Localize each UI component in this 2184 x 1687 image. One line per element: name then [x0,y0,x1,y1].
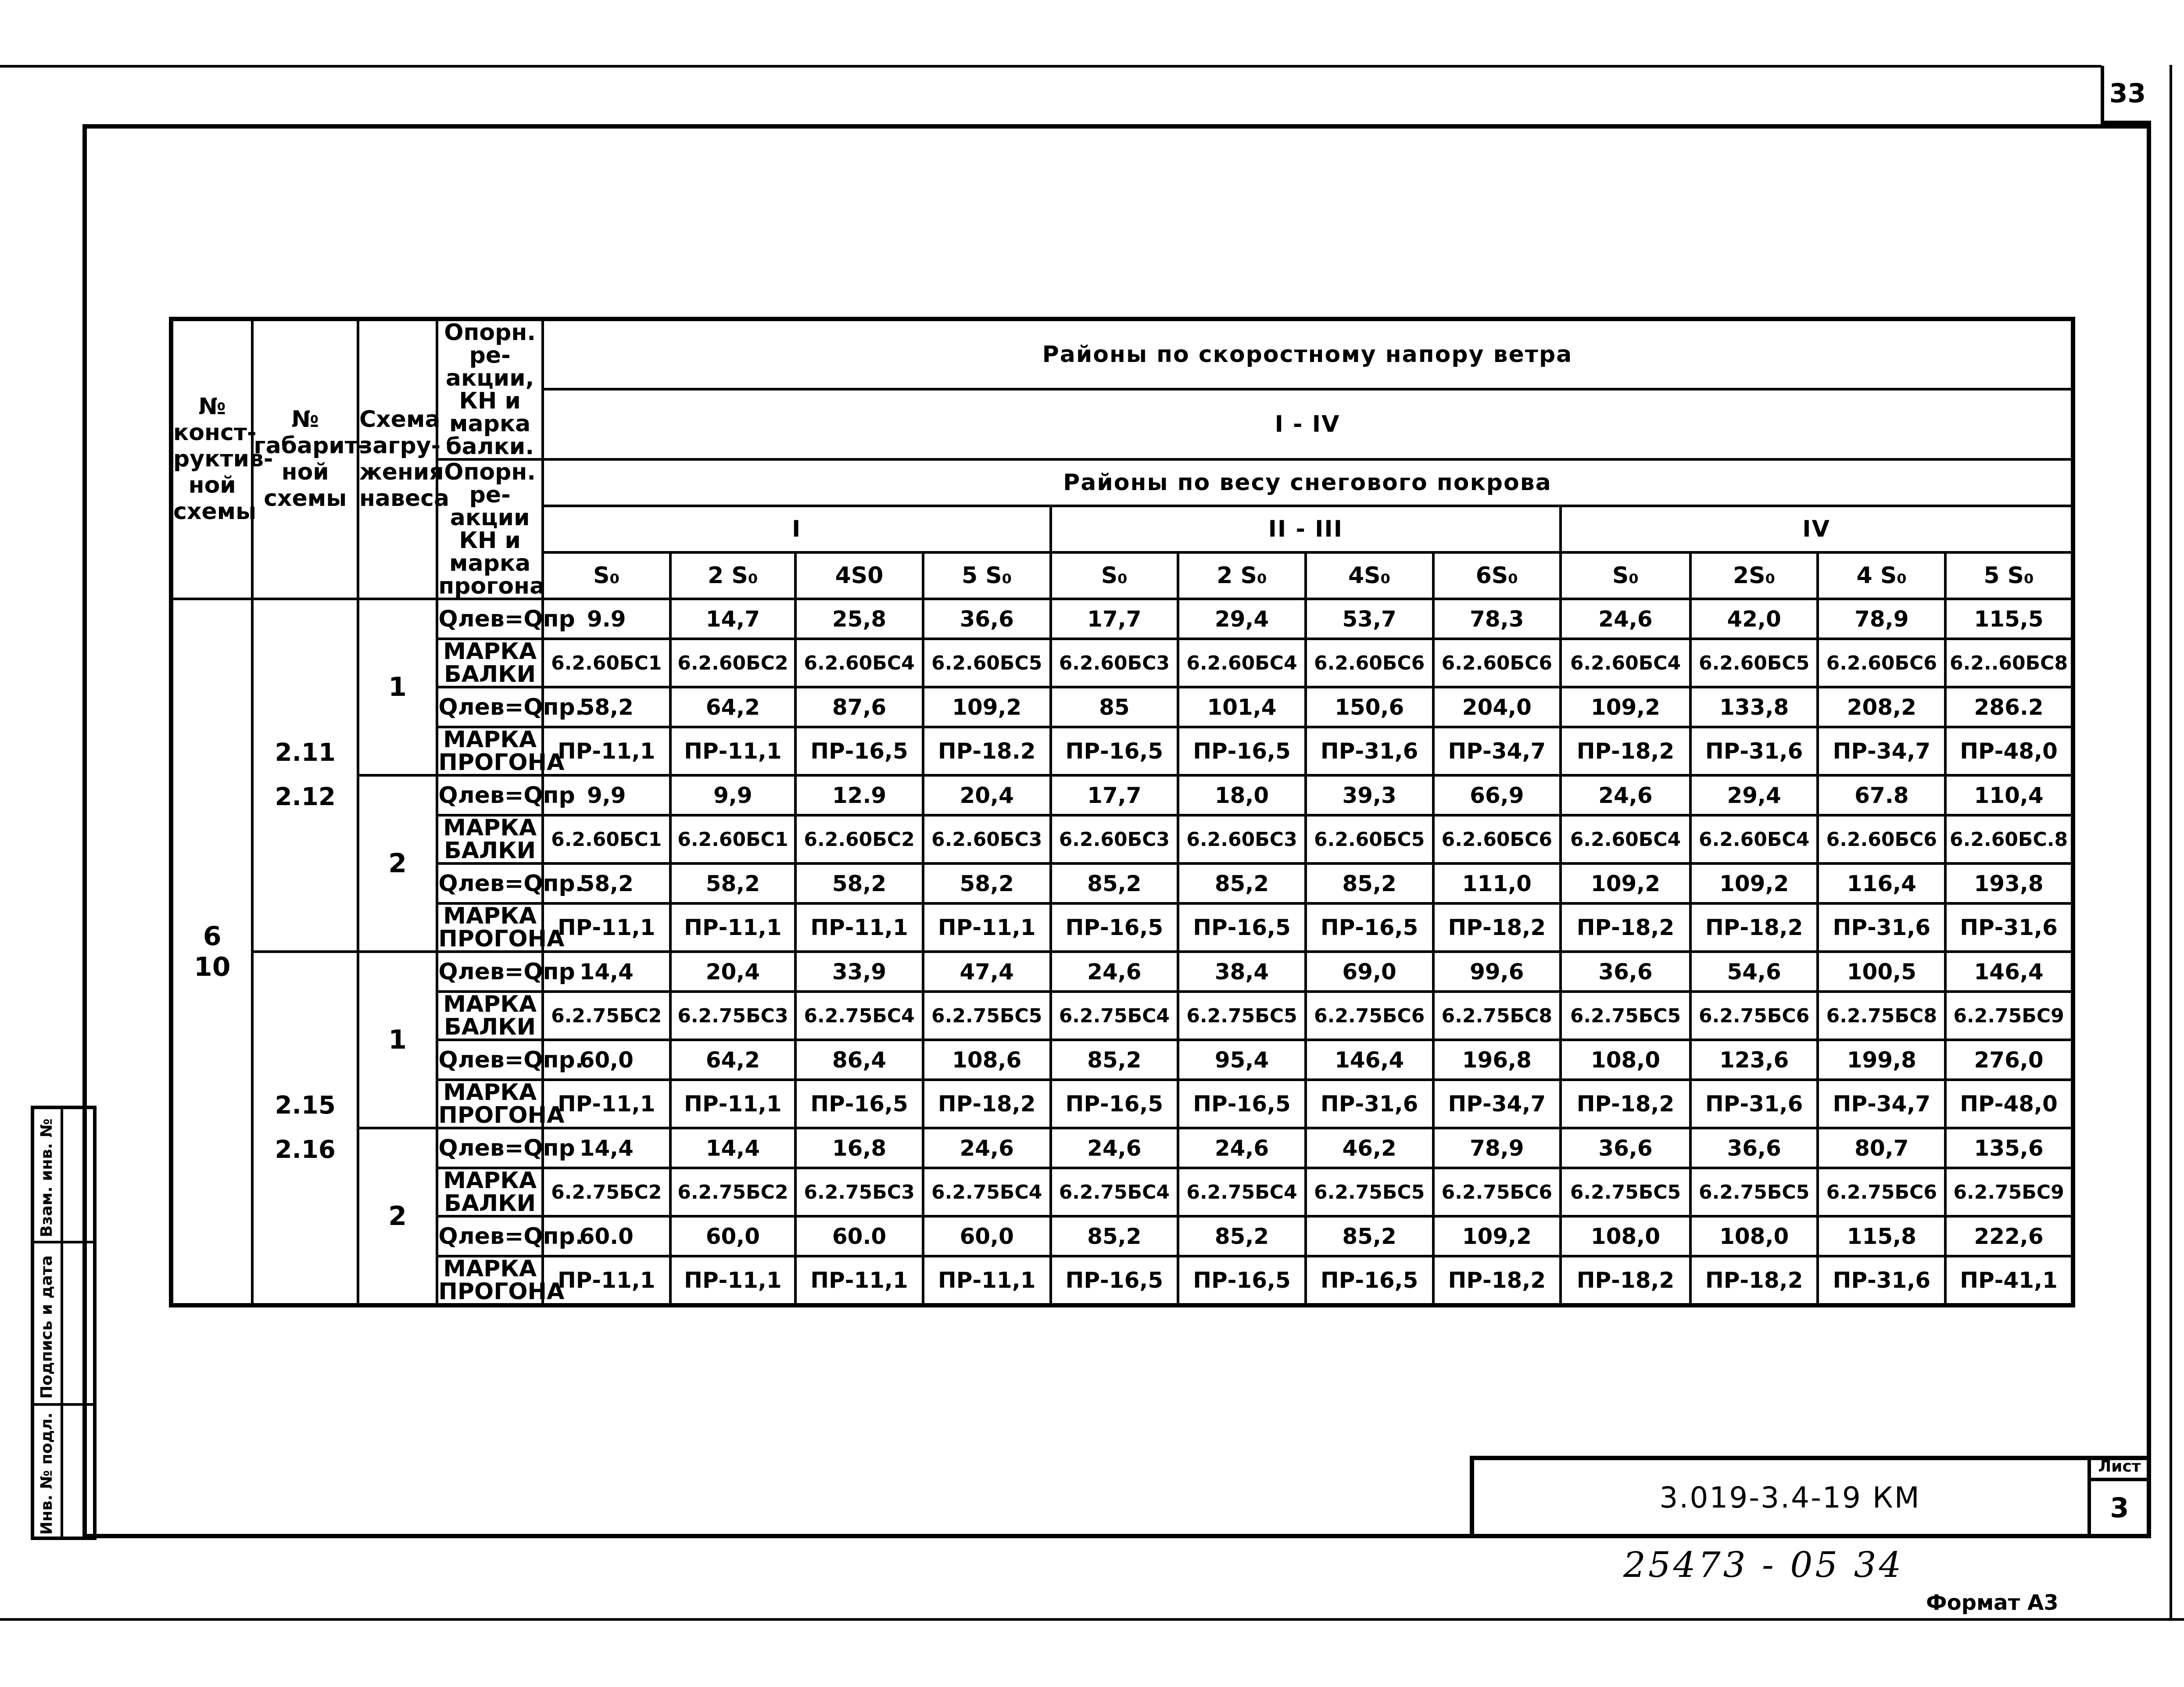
sheet-label: Лист [2091,1458,2148,1481]
value-cell: 109,2 [1433,1216,1561,1256]
value-cell: 85,2 [1178,1216,1306,1256]
value-cell: ПР-11,1 [923,1256,1051,1305]
table-row [171,1080,2073,1128]
snow-group-2: II - III [1051,506,1561,552]
gabarit-cell: 2.11 2.12 [252,599,358,952]
value-cell: 6.2.75БС5 [1306,1168,1433,1216]
row-label: Qлев=Qпр. [437,1216,543,1256]
value-cell: ПР-16,5 [1051,1080,1178,1128]
value-cell: 33,9 [795,952,923,992]
value-cell: 204,0 [1433,687,1561,727]
row-label: МАРКА ПРОГОНА [437,727,543,775]
value-cell: 6.2.60БС4 [1690,815,1818,863]
value-cell: 64,2 [670,687,796,727]
row-label: Qлев=Qпр [437,775,543,815]
value-cell: 108,0 [1690,1216,1818,1256]
value-cell: 12.9 [795,775,923,815]
value-cell: ПР-11,1 [670,903,796,952]
header-wind-regions: I - IV [543,389,2073,459]
bottom-rule [0,1618,2184,1621]
value-cell: 6.2.75БС3 [795,1168,923,1216]
value-cell: 193,8 [1945,863,2073,903]
table-row [171,775,2073,815]
table-row [171,639,2073,687]
value-cell: 36,6 [1561,1128,1690,1168]
value-cell: 58,2 [670,863,796,903]
value-cell: 99,6 [1433,952,1561,992]
value-cell: 24,6 [1178,1128,1306,1168]
value-cell: 6.2.60БС1 [543,639,670,687]
value-cell: 6.2.75БС5 [1561,992,1690,1040]
value-cell: 276,0 [1945,1040,2073,1080]
row-label: МАРКА БАЛКИ [437,992,543,1040]
snow-group-3: IV [1561,506,2073,552]
value-cell: 6.2.60БС6 [1818,815,1945,863]
value-cell: 85,2 [1306,863,1433,903]
value-cell: 100,5 [1818,952,1945,992]
value-cell: 109,2 [1561,863,1690,903]
reactions-table [169,317,2075,1307]
value-cell: ПР-18,2 [1690,1256,1818,1305]
value-cell: ПР-16,5 [1306,903,1433,952]
value-cell: ПР-11,1 [543,1256,670,1305]
value-cell: 6.2.75БС8 [1433,992,1561,1040]
load-header: 5 S₀ [1945,552,2073,599]
value-cell: ПР-18,2 [1433,903,1561,952]
value-cell: 123,6 [1690,1040,1818,1080]
value-cell: 6.2.60БС3 [1051,639,1178,687]
value-cell: 6.2.75БС5 [923,992,1051,1040]
value-cell: 6.2.75БС2 [670,1168,796,1216]
value-cell: 6.2.60БС6 [1433,815,1561,863]
row-label: Qлев=Qпр [437,1128,543,1168]
table-row [171,687,2073,727]
load-header: 5 S₀ [923,552,1051,599]
value-cell: 6.2.75БС9 [1945,1168,2073,1216]
table-row [171,727,2073,775]
value-cell: 58,2 [795,863,923,903]
value-cell: 14,4 [543,952,670,992]
load-header: 2S₀ [1690,552,1818,599]
value-cell: ПР-48,0 [1945,1080,2073,1128]
value-cell: 6.2.75БС9 [1945,992,2073,1040]
value-cell: ПР-31,6 [1818,903,1945,952]
value-cell: 110,4 [1945,775,2073,815]
value-cell: 86,4 [795,1040,923,1080]
value-cell: 67.8 [1818,775,1945,815]
load-header: 6S₀ [1433,552,1561,599]
value-cell: 6.2.60БС6 [1306,639,1433,687]
value-cell: 109,2 [923,687,1051,727]
value-cell: 6.2.75БС2 [543,1168,670,1216]
value-cell: 6.2.60БС2 [670,639,796,687]
value-cell: ПР-18,2 [1561,903,1690,952]
value-cell: ПР-34,7 [1433,727,1561,775]
value-cell: 47,4 [923,952,1051,992]
header-wind-title: Районы по скоростному напору ветра [543,319,2073,389]
value-cell: 133,8 [1690,687,1818,727]
table-row [171,1040,2073,1080]
row-label: МАРКА ПРОГОНА [437,1256,543,1305]
value-cell: ПР-11,1 [795,903,923,952]
load-header: S₀ [1051,552,1178,599]
value-cell: ПР-31,6 [1818,1256,1945,1305]
row-label: Qлев=Qпр. [437,1040,543,1080]
value-cell: 6.2.60БС5 [1690,639,1818,687]
value-cell: ПР-16,5 [1306,1256,1433,1305]
value-cell: 64,2 [670,1040,796,1080]
value-cell: ПР-16,5 [1051,727,1178,775]
value-cell: 108,6 [923,1040,1051,1080]
page-number: 33 [2101,66,2151,124]
value-cell: 6.2.60БС6 [1818,639,1945,687]
value-cell: 66,9 [1433,775,1561,815]
value-cell: 6.2.75БС5 [1178,992,1306,1040]
value-cell: 6.2.60БС2 [795,815,923,863]
value-cell: 6.2.60БС5 [1306,815,1433,863]
value-cell: 6.2.60БС1 [543,815,670,863]
value-cell: 146,4 [1945,952,2073,992]
value-cell: ПР-16,5 [1051,903,1178,952]
value-cell: ПР-31,6 [1945,903,2073,952]
value-cell: 14,7 [670,599,796,639]
construct-scheme-cell: 6 10 [171,599,252,1305]
value-cell: 85,2 [1051,863,1178,903]
value-cell: ПР-16,5 [795,727,923,775]
value-cell: 54,6 [1690,952,1818,992]
row-label: МАРКА БАЛКИ [437,815,543,863]
row-label: МАРКА БАЛКИ [437,1168,543,1216]
value-cell: 95,4 [1178,1040,1306,1080]
value-cell: 135,6 [1945,1128,2073,1168]
header-gabarit-scheme: № габарит-ной схемы [252,319,358,599]
value-cell: ПР-31,6 [1306,727,1433,775]
value-cell: 18,0 [1178,775,1306,815]
value-cell: 6.2.60БС4 [1178,639,1306,687]
value-cell: ПР-18,2 [923,1080,1051,1128]
value-cell: 36,6 [1690,1128,1818,1168]
value-cell: 6.2.75БС4 [923,1168,1051,1216]
value-cell: 60,0 [923,1216,1051,1256]
value-cell: 85,2 [1051,1216,1178,1256]
value-cell: ПР-31,6 [1690,1080,1818,1128]
table-row [171,992,2073,1040]
value-cell: ПР-11,1 [670,1256,796,1305]
value-cell: 6.2.75БС8 [1818,992,1945,1040]
value-cell: ПР-34,7 [1818,1080,1945,1128]
value-cell: 111,0 [1433,863,1561,903]
value-cell: 58,2 [543,687,670,727]
value-cell: 6.2.60БС4 [1561,639,1690,687]
value-cell: ПР-48,0 [1945,727,2073,775]
value-cell: ПР-11,1 [670,727,796,775]
value-cell: 20,4 [670,952,796,992]
load-header: 2 S₀ [670,552,796,599]
value-cell: ПР-31,6 [1690,727,1818,775]
value-cell: ПР-16,5 [1178,727,1306,775]
value-cell: ПР-41,1 [1945,1256,2073,1305]
value-cell: 109,2 [1561,687,1690,727]
load-header: 4 S₀ [1818,552,1945,599]
value-cell: ПР-11,1 [543,903,670,952]
header-construct-scheme: № конст-руктив-ной схемы [171,319,252,599]
value-cell: 6.2.60БС4 [1561,815,1690,863]
value-cell: 53,7 [1306,599,1433,639]
value-cell: 6.2.75БС4 [1178,1168,1306,1216]
value-cell: ПР-16,5 [1178,1080,1306,1128]
value-cell: 6.2.60БС3 [923,815,1051,863]
right-rule [2170,65,2172,1620]
header-reaction-beam: Опорн. ре-акции, КН и марка балки. [437,319,543,459]
value-cell: ПР-16,5 [1178,1256,1306,1305]
handwritten-note: 25473 - 05 34 [1623,1544,1904,1585]
value-cell: ПР-31,6 [1306,1080,1433,1128]
table-row [171,952,2073,992]
value-cell: 196,8 [1433,1040,1561,1080]
value-cell: ПР-18,2 [1561,727,1690,775]
value-cell: 6.2.75БС6 [1306,992,1433,1040]
value-cell: 24,6 [1561,775,1690,815]
value-cell: 6.2.75БС3 [670,992,796,1040]
value-cell: 14,4 [543,1128,670,1168]
value-cell: 6.2.75БС6 [1433,1168,1561,1216]
value-cell: 150,6 [1306,687,1433,727]
table-row [171,1216,2073,1256]
value-cell: 6.2..60БС8 [1945,639,2073,687]
snow-group-1: I [543,506,1051,552]
value-cell: 14,4 [670,1128,796,1168]
table-row [171,599,2073,639]
value-cell: 6.2.60БС5 [923,639,1051,687]
value-cell: 146,4 [1306,1040,1433,1080]
value-cell: 222,6 [1945,1216,2073,1256]
value-cell: 78,9 [1433,1128,1561,1168]
value-cell: 6.2.75БС4 [1051,1168,1178,1216]
value-cell: 17,7 [1051,599,1178,639]
value-cell: 85,2 [1051,1040,1178,1080]
value-cell: 38,4 [1178,952,1306,992]
value-cell: 87,6 [795,687,923,727]
table-row [171,1168,2073,1216]
value-cell: ПР-18.2 [923,727,1051,775]
value-cell: 29,4 [1690,775,1818,815]
table-row [171,863,2073,903]
value-cell: 116,4 [1818,863,1945,903]
side-label-inv: Инв. № подл. [38,1412,56,1535]
value-cell: 6.2.75БС6 [1818,1168,1945,1216]
sheet-number: 3 [2110,1492,2129,1524]
value-cell: 60.0 [543,1216,670,1256]
loading-scheme-cell: 1 [358,599,437,775]
value-cell: 9.9 [543,599,670,639]
value-cell: 60.0 [795,1216,923,1256]
value-cell: 208,2 [1818,687,1945,727]
value-cell: 6.2.75БС4 [1051,992,1178,1040]
value-cell: ПР-18,2 [1433,1256,1561,1305]
table-row [171,815,2073,863]
value-cell: ПР-18,2 [1690,903,1818,952]
document-code: 3.019-3.4-19 КМ [1659,1481,1921,1515]
value-cell: ПР-34,7 [1818,727,1945,775]
value-cell: 6.2.60БС3 [1051,815,1178,863]
value-cell: ПР-16,5 [795,1080,923,1128]
value-cell: 58,2 [923,863,1051,903]
load-header: S₀ [1561,552,1690,599]
value-cell: 42,0 [1690,599,1818,639]
value-cell: 6.2.60БС.8 [1945,815,2073,863]
value-cell: 6.2.75БС6 [1690,992,1818,1040]
value-cell: 109,2 [1690,863,1818,903]
load-header: S₀ [543,552,670,599]
row-label: Qлев=Qпр. [437,863,543,903]
side-stamp [31,1106,97,1540]
value-cell: 80,7 [1818,1128,1945,1168]
value-cell: 199,8 [1818,1040,1945,1080]
side-label-replace: Взам. инв. № [38,1118,56,1237]
row-label: МАРКА ПРОГОНА [437,903,543,952]
value-cell: ПР-11,1 [543,1080,670,1128]
value-cell: 36,6 [1561,952,1690,992]
value-cell: 24,6 [923,1128,1051,1168]
value-cell: 24,6 [1051,1128,1178,1168]
value-cell: 36,6 [923,599,1051,639]
value-cell: 60,0 [670,1216,796,1256]
table-row [171,1256,2073,1305]
value-cell: 17,7 [1051,775,1178,815]
table-row [171,903,2073,952]
value-cell: 25,8 [795,599,923,639]
header-loading-scheme: Схема загру-жения навеса [358,319,437,599]
value-cell: 6.2.60БС1 [670,815,796,863]
load-header: 4S0 [795,552,923,599]
value-cell: ПР-11,1 [543,727,670,775]
value-cell: 108,0 [1561,1040,1690,1080]
gabarit-cell: 2.15 2.16 [252,952,358,1305]
value-cell: 286.2 [1945,687,2073,727]
value-cell: 46,2 [1306,1128,1433,1168]
value-cell: ПР-11,1 [923,903,1051,952]
row-label: Qлев=Qпр. [437,687,543,727]
value-cell: 24,6 [1561,599,1690,639]
value-cell: 6.2.75БС5 [1561,1168,1690,1216]
value-cell: ПР-11,1 [795,1256,923,1305]
value-cell: ПР-18,2 [1561,1256,1690,1305]
value-cell: 6.2.60БС3 [1178,815,1306,863]
value-cell: 85,2 [1306,1216,1433,1256]
load-header: 2 S₀ [1178,552,1306,599]
value-cell: 108,0 [1561,1216,1690,1256]
header-reaction-purlin: Опорн. ре-акции КН и марка прогона [437,459,543,599]
value-cell: 58,2 [543,863,670,903]
value-cell: 69,0 [1306,952,1433,992]
loading-scheme-cell: 1 [358,952,437,1128]
row-label: МАРКА БАЛКИ [437,639,543,687]
value-cell: 78,3 [1433,599,1561,639]
value-cell: 9,9 [543,775,670,815]
value-cell: ПР-16,5 [1051,1256,1178,1305]
value-cell: 6.2.75БС2 [543,992,670,1040]
value-cell: ПР-16,5 [1178,903,1306,952]
value-cell: 6.2.60БС6 [1433,639,1561,687]
value-cell: 115,5 [1945,599,2073,639]
value-cell: 6.2.75БС5 [1690,1168,1818,1216]
row-label: Qлев=Qпр [437,599,543,639]
value-cell: ПР-18,2 [1561,1080,1690,1128]
value-cell: 6.2.75БС4 [795,992,923,1040]
row-label: МАРКА ПРОГОНА [437,1080,543,1128]
value-cell: 115,8 [1818,1216,1945,1256]
value-cell: 101,4 [1178,687,1306,727]
value-cell: 24,6 [1051,952,1178,992]
value-cell: 16,8 [795,1128,923,1168]
value-cell: 85 [1051,687,1178,727]
header-snow-title: Районы по весу снегового покрова [543,459,2073,506]
value-cell: 60,0 [543,1040,670,1080]
load-header: 4S₀ [1306,552,1433,599]
side-label-sign: Подпись и дата [38,1255,56,1399]
value-cell: 6.2.60БС4 [795,639,923,687]
value-cell: 39,3 [1306,775,1433,815]
loading-scheme-cell: 2 [358,775,437,952]
value-cell: ПР-11,1 [670,1080,796,1128]
value-cell: 29,4 [1178,599,1306,639]
value-cell: 9,9 [670,775,796,815]
value-cell: 78,9 [1818,599,1945,639]
loading-scheme-cell: 2 [358,1128,437,1305]
format-label: Формат А3 [1926,1590,2059,1615]
top-rule [0,65,2102,68]
value-cell: 85,2 [1178,863,1306,903]
value-cell: 20,4 [923,775,1051,815]
table-row [171,1128,2073,1168]
row-label: Qлев=Qпр [437,952,543,992]
value-cell: ПР-34,7 [1433,1080,1561,1128]
